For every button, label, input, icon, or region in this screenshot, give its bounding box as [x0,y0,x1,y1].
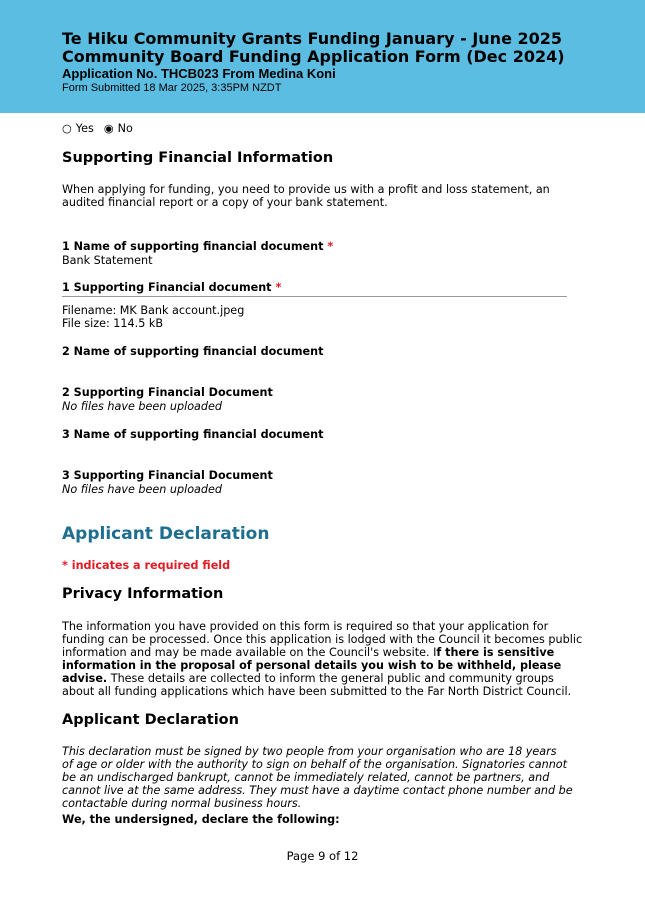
privacy-line5: advise. These details are collected to inform the general public and community groups [62,672,554,685]
required-marker: * [275,281,282,294]
doc2-name-label: 2 Name of supporting financial document [62,345,324,358]
doc1-name-value: Bank Statement [62,254,153,267]
doc1-filename: Filename: MK Bank account.jpeg [62,304,245,317]
declaration-line4: cannot live at the same address. They must have a daytime contact phone number and be [62,784,573,797]
doc1-name-label: 1 Name of supporting financial document * [62,240,334,253]
radio-no-label: No [117,122,133,135]
declaration-line5: contactable during normal business hours. [62,797,302,810]
form-header [0,0,645,113]
doc1-filesize: File size: 114.5 kB [62,317,164,330]
yes-no-radio-group [62,122,137,135]
privacy-heading: Privacy Information [62,586,224,602]
divider [62,296,567,297]
financial-intro-line2: audited financial report or a copy of your bank statement. [62,196,388,209]
financial-intro-line1: When applying for funding, you need to provide us with a profit and loss statement, an [62,183,550,196]
privacy-line3: information and may be made available on the Council's website. If there is sensitive [62,646,555,659]
required-marker: * [327,240,334,253]
application-number: Application No. THCB023 From Medina Koni [62,66,336,81]
privacy-line4: information in the proposal of personal details you wish to be withheld, please [62,659,562,672]
privacy-line2: funding can be processed. Once this application is lodged with the Council it becomes public [62,633,583,646]
declaration-line3: be an undischarged bankrupt, cannot be immediately related, cannot be partners, and [62,771,550,784]
radio-yes-label: Yes [75,122,94,135]
radio-yes-icon: ○ [62,122,72,135]
required-field-note: * indicates a required field [62,559,231,572]
privacy-line6: about all funding applications which have been submitted to the Far North District Council. [62,685,572,698]
undersigned-statement: We, the undersigned, declare the following: [62,813,340,826]
page-number: Page 9 of 12 [286,849,359,863]
section-title: Applicant Declaration [62,524,270,544]
doc3-file-label: 3 Supporting Financial Document [62,469,273,482]
doc3-file-value: No files have been uploaded [62,483,222,496]
declaration-heading: Applicant Declaration [62,712,239,728]
radio-no-icon: ◉ [103,122,114,135]
privacy-line1: The information you have provided on this form is required so that your application for [62,620,549,633]
form-title-line1: Te Hiku Community Grants Funding January - June 2025 [62,29,563,48]
declaration-line2: of age or older with the authority to sign on behalf of the organisation. Signatories cannot [62,758,568,771]
doc3-name-label: 3 Name of supporting financial document [62,428,324,441]
submitted-date: Form Submitted 18 Mar 2025, 3:35PM NZDT [62,82,282,94]
declaration-line1: This declaration must be signed by two people from your organisation who are 18 years [62,745,557,758]
doc2-file-value: No files have been uploaded [62,400,222,413]
doc1-file-label: 1 Supporting Financial document * [62,281,282,294]
doc2-file-label: 2 Supporting Financial Document [62,386,273,399]
form-title-line2: Community Board Funding Application Form (Dec 2024) [62,47,565,66]
financial-heading: Supporting Financial Information [62,150,334,166]
